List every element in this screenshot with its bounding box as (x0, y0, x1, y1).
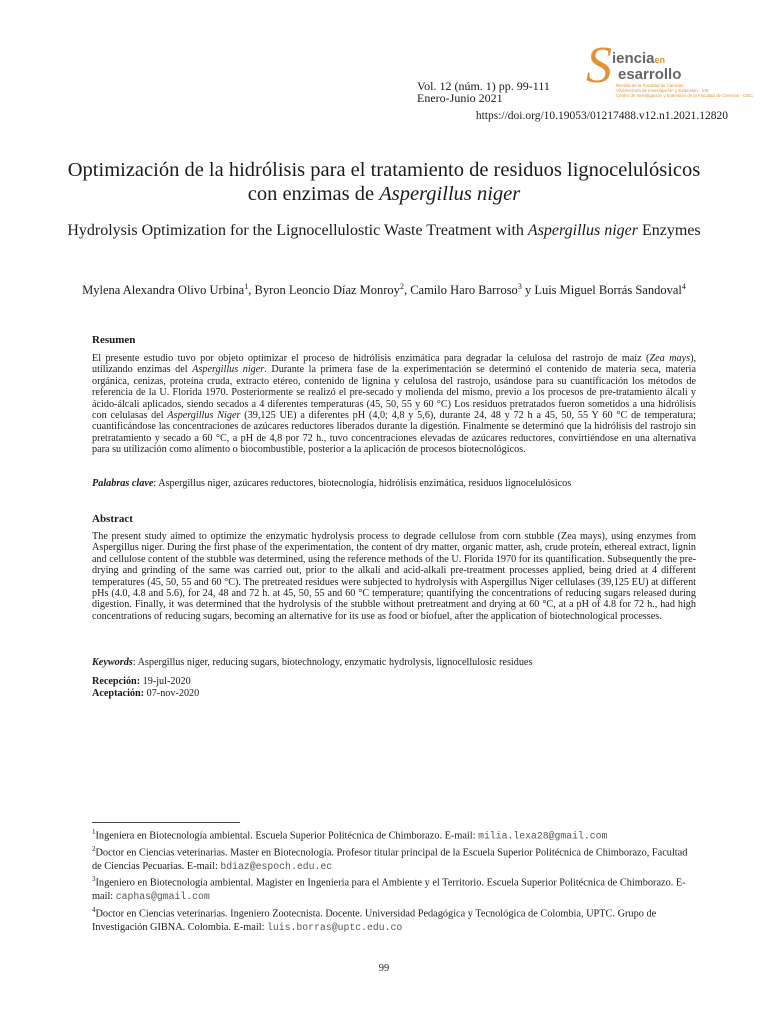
logo-word-ciencia: iencia (612, 50, 655, 67)
email-link[interactable]: milia.lexa28@gmail.com (478, 830, 608, 842)
resumen-heading: Resumen (92, 334, 136, 346)
email-link[interactable]: bdiaz@espoch.edu.ec (220, 860, 333, 872)
title-english: Hydrolysis Optimization for the Lignocellulostic Waste Treatment with Aspergillus niger Enzymes (67, 222, 701, 239)
resumen-body: El presente estudio tuvo por objeto optimizar el proceso de hidrólisis enzimática para degradar la celulosa del rastrojo de maíz (Zea mays), utilizando enzimas del Aspergillus niger. Durante la primera fase de la experimentación se determinó el contenido de materia seca, materia orgánica, cenizas, proteína cruda, extracto etéreo, contenido de lignina y celulosa del rastrojo, usándose para su cuantificación los métodos de referencia de la U. Florida 1970. Posteriormente se realizó el pre-secado y molienda del mismo, previo a los procesos de pre-tratamiento álcali y ácido-álcali aplicados, siendo secados a 4 diferentes temperaturas (45, 50, 55 y 60 °C) Los residuos pretratados fueron sometidos a una hidrólisis con celulasas del Aspergillus Niger (39,125 UE) a diferentes pH (4,0; 4,8 y 5,6), durante 24, 48 y 72 h a 45, 50, 55 Y 60 °C de temperatura; cuantificándose las concentraciones de azúcares reductores liberados durante la digestión. Finalmente se determinó que la hidrólisis del rastrojo sin pretratamiento y secado a 60 °C, a pH de 4,8 por 72 h., tuvo concentraciones elevadas de azúcares reductores, convirtiéndose en una alternativa para su utilización como alimento o biocombustible, posterior a la aplicación de procesos biotecnológicos. (92, 353, 697, 456)
footnote-4: $^4$Doctor en Ciencias veterinarias. Ingeniero Zootecnista. Docente. Universidad Pedagógica y Tecnológica de Colombia, UPTC. Grupo de Investigación GIBNA. Colombia. E-mail: luis.borras@uptc.edu.co (92, 905, 657, 933)
author-name: Camilo Haro Barroso (410, 283, 518, 298)
logo-s-glyph: S (586, 37, 612, 94)
journal-volume: Vol. 12 (núm. 1) pp. 99-111 (417, 79, 550, 93)
author-name: Mylena Alexandra Olivo Urbina (82, 283, 245, 298)
abstract-heading: Abstract (92, 513, 133, 525)
author-name: Byron Leoncio Díaz Monroy (254, 283, 400, 298)
abstract-body: The present study aimed to optimize the enzymatic hydrolysis process to degrade cellulose from corn stubble (Zea mays), using enzymes from Aspergillus niger. During the first phase of the experimentation, the content of dry matter, organic matter, ash, crude protein, ethereal extract, lignin and cellulose content of the stubble was determined, using the reference methods of the U. Florida 1970 for its quantification. Subsequently the pre-drying and grinding of the same was carried out, prior to the alkali and acid-alkali pre-treatment processes applied, being dried at 4 different temperatures (45, 50, 55 and 60 °C). The pretreated residues were subjected to hydrolysis with Aspergillus Niger cellulases (39,125 EU) at different pHs (4.0, 4.8 and 5.6), for 24, 48 and 72 h. at 45, 50, 55 and 60 °C temperature; quantifying the concentrations of reducing sugars released during digestion. Finally, it was determined that the hydrolysis of the stubble without pretreatment and drying at 60 °C, at a pH of 4.8 for 72 h., had high concentrations of reducing sugars, becoming an alternative for its use as food or biofuel, after the application of biotechnological processes. (92, 531, 696, 622)
logo-word-en: en (654, 55, 666, 65)
doi-link[interactable]: https://doi.org/10.19053/01217488.v12.n1.2021.12820 (475, 110, 728, 122)
journal-meta (417, 80, 550, 104)
email-link[interactable]: caphas@gmail.com (115, 891, 210, 903)
footnotes (92, 826, 696, 934)
logo-subtitle: Revista de la Facultad de Ciencias Vicerrectoría de Investigación y Extensión - VIE Centro de Investigación y Extensión de la Facultad de Ciencias - CIEC (616, 83, 754, 98)
received-date: Recepción: 19-jul-2020 (92, 676, 191, 687)
title-spanish: Optimización de la hidrólisis para el tratamiento de residuos lignocelulósicos con enzimas de Aspergillus niger (67, 159, 701, 205)
resumen-keywords: Palabras clave: Aspergillus niger, azúcares reductores, biotecnología, hidrólisis enzimática, residuos lignocelulósicos (92, 478, 572, 489)
email-link[interactable]: luis.borras@uptc.edu.co (267, 921, 403, 933)
author-list: Mylena Alexandra Olivo Urbina$^1$, Byron Leoncio Díaz Monroy$^2$, Camilo Haro Barroso$^3$ y Luis Miguel Borrás Sandoval$^4$ (82, 282, 686, 298)
footnote-3: $^3$Ingeniero en Biotecnología ambiental. Magister en Ingeniería para el Ambiente y el Territorio. Escuela Superior Politécnica de Chimborazo. E-mail: caphas@gmail.com (92, 875, 686, 903)
footnote-1: $^1$Ingeniera en Biotecnología ambiental. Escuela Superior Politécnica de Chimborazo. E-mail: milia.lexa28@gmail.com (92, 828, 608, 842)
logo-word-desarrollo: esarrollo (618, 66, 682, 83)
abstract-keywords: Keywords: Aspergillus niger, reducing sugars, biotechnology, enzymatic hydrolysis, lignocellulosic residues (92, 657, 533, 668)
page-number: 99 (378, 963, 390, 974)
author-name: Luis Miguel Borrás Sandoval (534, 283, 682, 298)
footnote-divider (92, 822, 240, 823)
journal-logo (586, 37, 754, 106)
journal-period: Enero-Junio 2021 (417, 91, 503, 105)
accepted-date: Aceptación: 07-nov-2020 (92, 688, 200, 699)
footnote-2: $^2$Doctor en Ciencias veterinarias. Master en Biotecnología. Profesor titular principal de la Escuela Superior Politécnica de Chimborazo, Facultad de Ciencias Pecuarias. E-mail: bdiaz@espoch.edu.ec (92, 844, 688, 872)
